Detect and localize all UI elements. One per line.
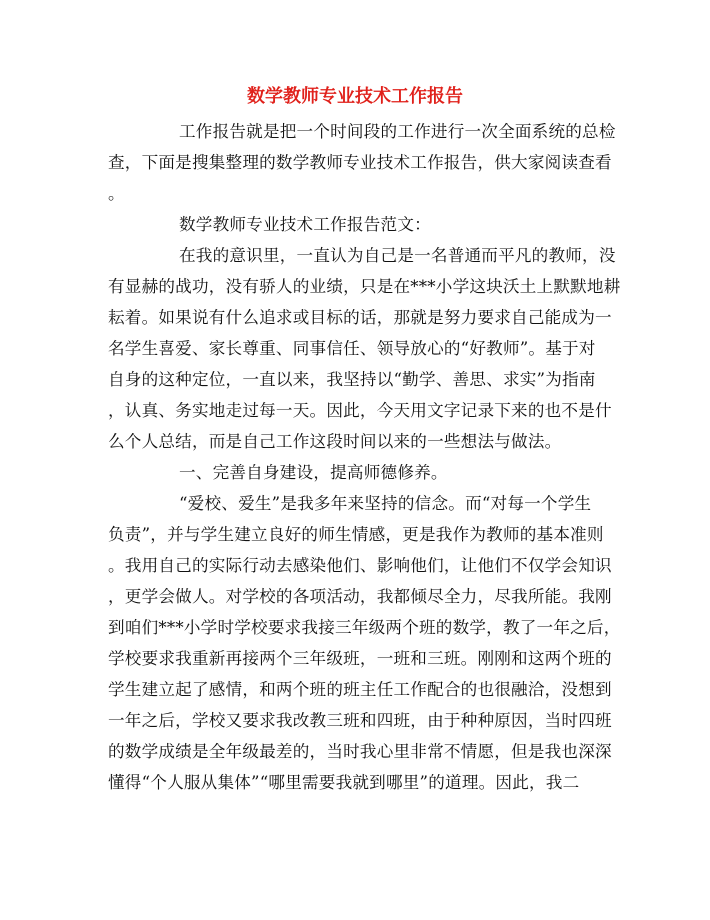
body-line: 数学教师专业技术工作报告范文： [179,215,431,234]
body-line: 负责”，并与学生建立良好的师生情感，更是我作为教师的基本准则 [108,525,604,544]
body-line: 查，下面是搜集整理的数学教师专业技术工作报告，供大家阅读查看 [108,153,612,172]
body-line: 有显赫的战功，没有骄人的业绩，只是在***小学这块沃土上默默地耕 [108,277,621,296]
body-line: 。 [108,184,125,203]
body-line: 一年之后，学校又要求我改教三班和四班，由于种种原因，当时四班 [108,711,612,730]
body-line: 在我的意识里，一直认为自己是一名普通而平凡的教师，没 [179,246,616,265]
body-line: ，认真、务实地走过每一天。因此，今天用文字记录下来的也不是什 [108,401,612,420]
body-line: 名学生喜爱、家长尊重、同事信任、领导放心的“好教师”。基于对 [108,339,596,358]
body-line: 学生建立起了感情，和两个班的班主任工作配合的也很融洽，没想到 [108,680,612,699]
body-line: 耘着。如果说有什么追求或目标的话，那就是努力要求自己能成为一 [108,308,612,327]
document-title: 数学教师专业技术工作报告 [247,86,463,107]
body-line: 到咱们***小学时学校要求我接三年级两个班的数学，教了一年之后， [108,618,621,637]
body-line: 懂得“个人服从集体”“哪里需要我就到哪里”的道理。因此，我二 [108,773,580,792]
document-body [108,116,621,798]
body-line: 自身的这种定位，一直以来，我坚持以“勤学、善思、求实”为指南 [108,370,596,389]
body-line: “爱校、爱生”是我多年来坚持的信念。而“对每一个学生 [179,494,592,513]
section-heading: 一、完善自身建设，提高师德修养。 [179,463,448,482]
body-line: 学校要求我重新再接两个三年级班，一班和三班。刚刚和这两个班的 [108,649,612,668]
body-line: 。我用自己的实际行动去感染他们、影响他们，让他们不仅学会知识 [108,556,612,575]
body-line: ，更学会做人。对学校的各项活动，我都倾尽全力，尽我所能。我刚 [108,587,612,606]
body-line: 的数学成绩是全年级最差的，当时我心里非常不情愿，但是我也深深 [108,742,612,761]
body-line: 工作报告就是把一个时间段的工作进行一次全面系统的总检 [179,122,616,141]
body-line: 么个人总结，而是自己工作这段时间以来的一些想法与做法。 [108,432,562,451]
